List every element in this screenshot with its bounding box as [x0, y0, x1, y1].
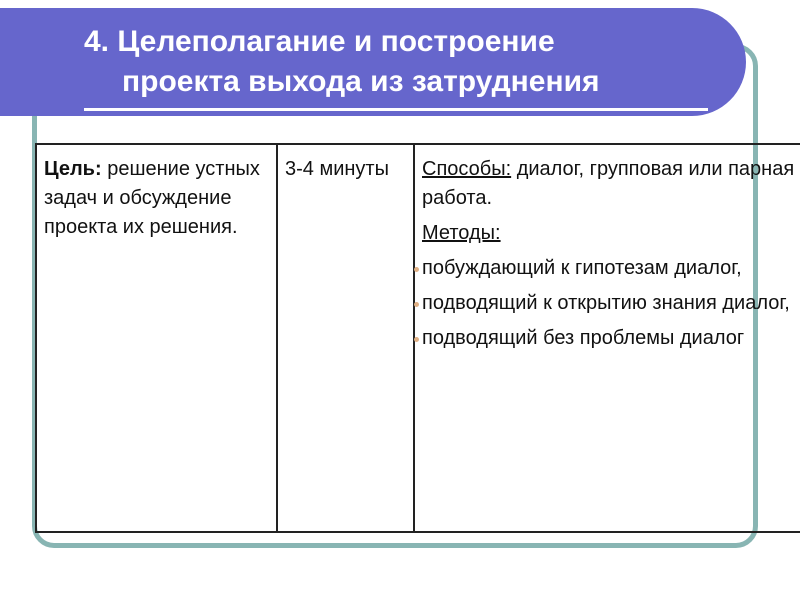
list-item: подводящий без проблемы диалог	[422, 324, 800, 353]
plan-table	[35, 143, 800, 533]
ways-label: Способы:	[422, 158, 512, 180]
time-cell	[277, 144, 414, 532]
goal-text: решение устных задач и обсуждение проекта их решения.	[44, 158, 260, 238]
methods-paragraph	[422, 219, 800, 248]
goal-label: Цель:	[44, 158, 102, 180]
title-line-1: 4. Целеполагание и построение	[84, 25, 555, 58]
table-row	[36, 144, 800, 532]
title-underline	[84, 108, 708, 111]
methods-cell	[414, 144, 800, 532]
title-line-2: проекта выхода из затруднения	[122, 65, 600, 98]
ways-paragraph	[422, 155, 800, 213]
list-item: подводящий к открытию знания диалог,	[422, 289, 800, 318]
slide-title	[84, 22, 600, 102]
goal-cell	[36, 144, 277, 532]
list-item: побуждающий к гипотезам диалог,	[422, 254, 800, 283]
methods-label: Методы:	[422, 222, 501, 244]
ways-text: диалог, групповая или парная работа.	[422, 158, 795, 209]
time-text: 3-4 минуты	[285, 158, 389, 180]
